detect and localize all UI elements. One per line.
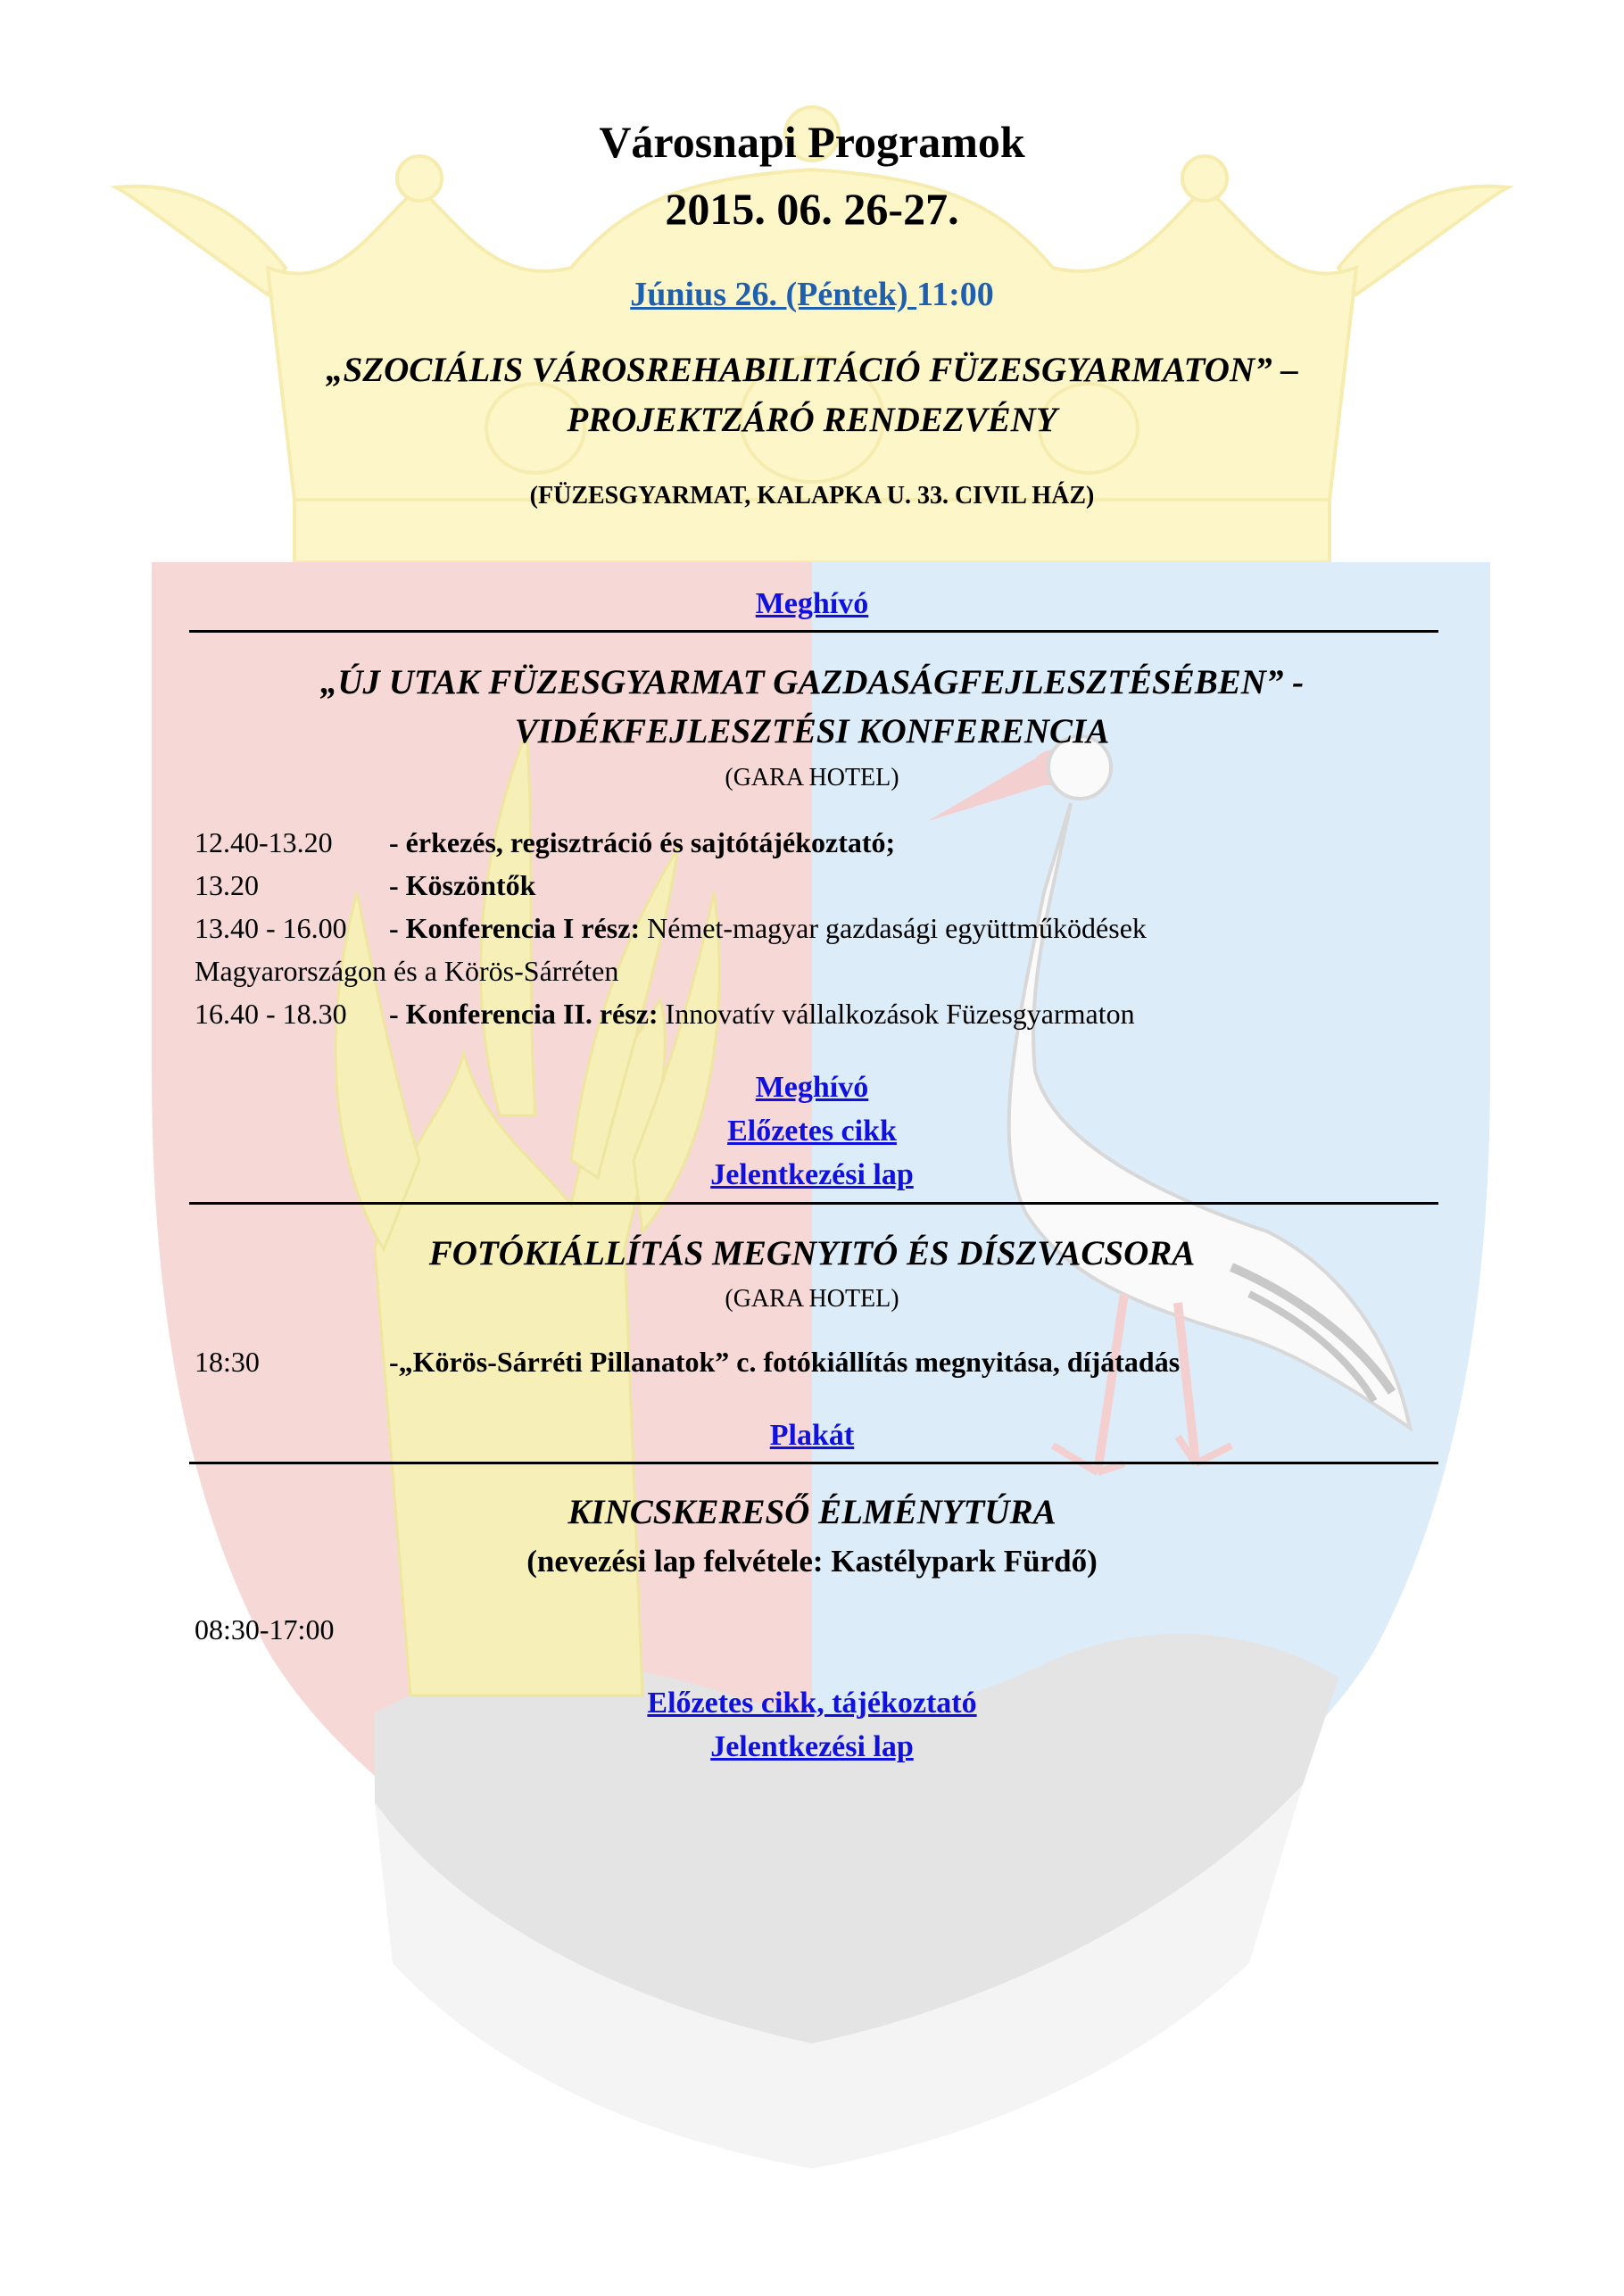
section-3-heading: FOTÓKIÁLLÍTÁS MEGNYITÓ ÉS DÍSZVACSORA	[428, 1234, 1196, 1272]
section-4-link-container	[0, 1687, 1624, 1720]
section-2-heading-line1: „ÚJ UTAK FÜZESGYARMAT GAZDASÁGFEJLESZTÉSÉBEN” -	[319, 663, 1305, 701]
schedule-desc: Innovatív vállalkozások Füzesgyarmaton	[658, 998, 1135, 1030]
section-4-heading: KINCSKERESŐ ÉLMÉNYTÚRA	[568, 1493, 1056, 1531]
section-2-link-container	[0, 1158, 1624, 1192]
document-title: Városnapi Programok	[599, 117, 1025, 167]
invitation-link[interactable]: Meghívó	[755, 1071, 869, 1104]
section-1-heading-line1: „SZOCIÁLIS VÁROSREHABILITÁCIÓ FÜZESGYARMATON” –	[326, 351, 1298, 389]
section-3-link-container	[0, 1419, 1624, 1453]
section-4-link-container	[0, 1730, 1624, 1764]
schedule-time: 08:30-17:00	[195, 1613, 335, 1645]
date-heading-time: 11:00	[916, 276, 994, 313]
section-2-link-container	[0, 1115, 1624, 1148]
schedule-time: 12.40-13.20	[195, 826, 333, 858]
section-1-heading-line2: PROJEKTZÁRÓ RENDEZVÉNY	[567, 401, 1057, 439]
schedule-desc-bold: -„Körös-Sárréti Pillanatok” c. fotókiállítás megnyitása, díjátadás	[389, 1346, 1181, 1378]
section-3-venue: (GARA HOTEL)	[725, 1285, 899, 1313]
schedule-time: 13.20	[195, 869, 259, 901]
schedule-row	[195, 826, 1444, 859]
schedule-time: 13.40 - 16.00	[195, 912, 347, 944]
registration-form-link[interactable]: Jelentkezési lap	[710, 1730, 914, 1763]
schedule-row	[195, 912, 1444, 945]
section-4-venue: (nevezési lap felvétele: Kastélypark Fürdő)	[526, 1544, 1098, 1579]
section-1-venue: (FÜZESGYARMAT, KALAPKA U. 33. CIVIL HÁZ)	[529, 482, 1095, 510]
date-heading	[0, 275, 1624, 314]
schedule-row	[195, 998, 1444, 1031]
schedule-row-continuation	[195, 955, 1444, 988]
section-2-heading-line2: VIDÉKFEJLESZTÉSI KONFERENCIA	[514, 712, 1110, 750]
schedule-row	[195, 869, 1444, 902]
registration-form-link[interactable]: Jelentkezési lap	[710, 1158, 914, 1191]
invitation-link[interactable]: Meghívó	[755, 587, 869, 620]
section-divider	[189, 630, 1438, 633]
preview-article-link[interactable]: Előzetes cikk	[727, 1115, 897, 1148]
schedule-row	[195, 1346, 1444, 1379]
section-2-venue: (GARA HOTEL)	[725, 764, 899, 792]
schedule-row	[195, 1613, 1444, 1646]
section-2-link-container	[0, 1071, 1624, 1105]
poster-link[interactable]: Plakát	[769, 1419, 855, 1452]
schedule-desc: Magyarországon és a Körös-Sárréten	[195, 955, 619, 987]
date-heading-link[interactable]: Június 26. (Péntek)	[630, 276, 917, 313]
section-1-link-container	[0, 587, 1624, 621]
document-date-range: 2015. 06. 26-27.	[665, 184, 959, 234]
schedule-time: 16.40 - 18.30	[195, 998, 347, 1030]
schedule-desc-bold: - érkezés, regisztráció és sajtótájékoztató;	[389, 826, 896, 858]
schedule-desc: Német-magyar gazdasági együttműködések	[640, 912, 1147, 944]
section-divider	[189, 1462, 1438, 1464]
section-divider	[189, 1202, 1438, 1205]
schedule-desc-bold: - Konferencia I rész:	[389, 912, 641, 944]
schedule-desc-bold: - Köszöntők	[389, 869, 536, 901]
schedule-desc-bold: - Konferencia II. rész:	[389, 998, 659, 1030]
preview-article-info-link[interactable]: Előzetes cikk, tájékoztató	[647, 1687, 977, 1720]
schedule-time: 18:30	[195, 1346, 260, 1378]
